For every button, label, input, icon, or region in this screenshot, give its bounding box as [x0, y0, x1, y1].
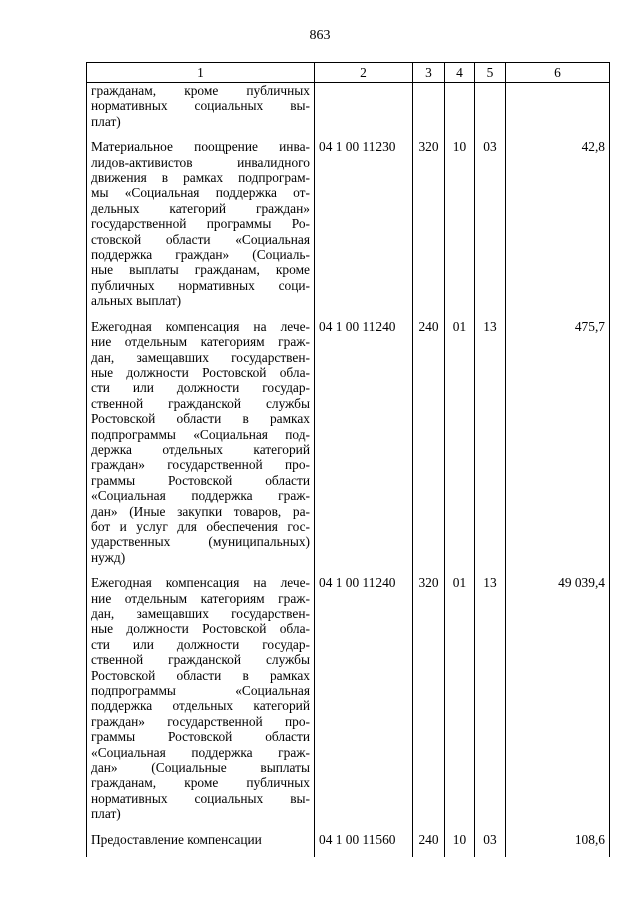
- row-col-5: [475, 83, 506, 140]
- description-line: подпрограммы «Социальная под-: [91, 426, 310, 442]
- description-line: мы «Социальная поддержка от-: [91, 185, 310, 201]
- description-line: ственной гражданской службы: [91, 652, 310, 668]
- description-line: государственной программы Ро-: [91, 216, 310, 232]
- description-line: бот и услуг для обеспечения гос-: [91, 518, 310, 534]
- header-col-5: 5: [475, 63, 506, 83]
- table-row: [87, 319, 610, 576]
- description-line: гражданам, кроме публичных: [91, 775, 310, 791]
- description-line: поддержка отдельных категорий: [91, 698, 310, 714]
- row-col-3: 320: [413, 139, 445, 318]
- description-line: ственной гражданской службы: [91, 395, 310, 411]
- row-amount: 108,6: [506, 832, 610, 857]
- row-description: [87, 139, 315, 318]
- budget-table: [86, 62, 610, 857]
- description-line: граждан» государственной про-: [91, 713, 310, 729]
- description-line: нужд): [91, 549, 126, 565]
- description-line: Ростовской области в рамках: [91, 667, 310, 683]
- description-line: альных выплат): [91, 293, 182, 309]
- header-col-1: 1: [87, 63, 315, 83]
- table-header-row: [87, 63, 610, 83]
- description-line: дан, замещавших государствен-: [91, 349, 310, 365]
- row-col-3: [413, 83, 445, 140]
- row-col-4: 01: [445, 575, 475, 832]
- description-line: лидов-активистов инвалидного: [91, 154, 310, 170]
- description-line: Предоставление компенсации: [91, 831, 262, 847]
- description-line: дан» (Иные закупки товаров, ра-: [91, 503, 310, 519]
- page-number: 863: [309, 28, 331, 43]
- description-line: Ежегодная компенсация на лече-: [91, 318, 310, 334]
- description-line: Материальное поощрение инва-: [91, 139, 310, 155]
- row-col-4: [445, 83, 475, 140]
- description-line: движения в рамках подпрограм-: [91, 170, 310, 186]
- description-line: ние отдельным категориям граж-: [91, 334, 310, 350]
- description-line: подпрограммы «Социальная: [91, 683, 310, 699]
- description-line: дан» (Социальные выплаты: [91, 760, 310, 776]
- row-col-3: 240: [413, 319, 445, 576]
- row-code: 04 1 00 11240: [315, 319, 413, 576]
- table-row: [87, 83, 610, 140]
- description-line: нормативных социальных вы-: [91, 98, 310, 114]
- description-line: граждан» государственной про-: [91, 457, 310, 473]
- table-row: [87, 832, 610, 857]
- description-line: плат): [91, 806, 121, 822]
- header-col-3: 3: [413, 63, 445, 83]
- description-line: ные должности Ростовской обла-: [91, 364, 310, 380]
- description-line: дан, замещавших государствен-: [91, 606, 310, 621]
- header-col-4: 4: [445, 63, 475, 83]
- row-col-4: 01: [445, 319, 475, 576]
- row-code: 04 1 00 11240: [315, 575, 413, 832]
- row-code: [315, 83, 413, 140]
- row-description: [87, 575, 315, 832]
- description-line: «Социальная поддержка граж-: [91, 744, 310, 760]
- description-line: ударственных (муниципальных): [91, 534, 310, 550]
- row-amount: [506, 83, 610, 140]
- description-line: плат): [91, 113, 121, 129]
- description-line: «Социальная поддержка граж-: [91, 488, 310, 504]
- row-amount: 475,7: [506, 319, 610, 576]
- row-code: 04 1 00 11560: [315, 832, 413, 857]
- row-col-3: 320: [413, 575, 445, 832]
- description-line: дельных категорий граждан»: [91, 200, 310, 216]
- description-line: сти или должности государ-: [91, 636, 310, 652]
- header-col-2: 2: [315, 63, 413, 83]
- description-line: публичных нормативных соци-: [91, 277, 310, 293]
- row-description: [87, 83, 315, 140]
- row-col-5: 13: [475, 319, 506, 576]
- description-line: стовской области «Социальная: [91, 231, 310, 247]
- row-col-4: 10: [445, 832, 475, 857]
- description-line: ные должности Ростовской обла-: [91, 621, 310, 637]
- table-row: [87, 575, 610, 832]
- table-row: [87, 139, 610, 318]
- row-col-5: 13: [475, 575, 506, 832]
- description-line: ные выплаты гражданам, кроме: [91, 262, 310, 278]
- description-line: гражданам, кроме публичных: [91, 83, 310, 98]
- description-line: граммы Ростовской области: [91, 472, 310, 488]
- row-code: 04 1 00 11230: [315, 139, 413, 318]
- row-col-3: 240: [413, 832, 445, 857]
- row-col-5: 03: [475, 139, 506, 318]
- description-line: Ростовской области в рамках: [91, 411, 310, 427]
- description-line: Ежегодная компенсация на лече-: [91, 575, 310, 591]
- row-amount: 42,8: [506, 139, 610, 318]
- header-col-6: 6: [506, 63, 610, 83]
- description-line: нормативных социальных вы-: [91, 790, 310, 806]
- description-line: держка отдельных категорий: [91, 441, 310, 457]
- row-description: [87, 319, 315, 576]
- description-line: сти или должности государ-: [91, 380, 310, 396]
- description-line: ние отдельным категориям граж-: [91, 590, 310, 606]
- description-line: граммы Ростовской области: [91, 729, 310, 745]
- row-col-5: 03: [475, 832, 506, 857]
- row-col-4: 10: [445, 139, 475, 318]
- row-amount: 49 039,4: [506, 575, 610, 832]
- description-line: поддержка граждан» (Социаль-: [91, 247, 310, 263]
- row-description: [87, 832, 315, 857]
